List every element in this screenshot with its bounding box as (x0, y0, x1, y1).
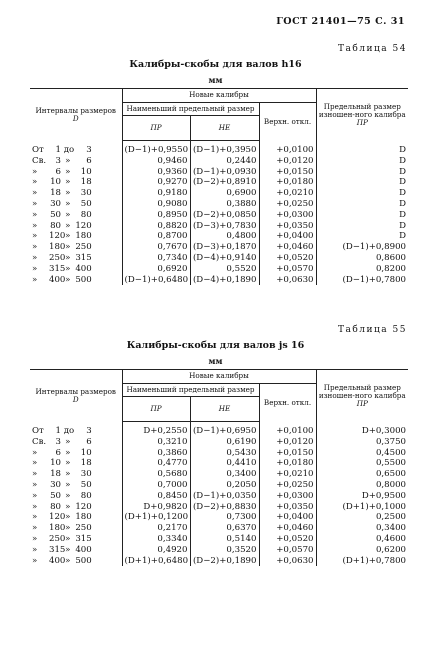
interval-to: 30 (80, 469, 92, 480)
table-55 (30, 369, 408, 566)
interval-prefix: » (32, 555, 38, 566)
col-pr-header: ПР (122, 397, 190, 422)
upper-deviation-cell: +0,0210 (259, 188, 316, 199)
ne-value-cell: (D−1)+0,0350 (190, 491, 259, 502)
worn-gauge-cell: 0,8600 (316, 253, 408, 264)
upper-deviation-cell: +0,0520 (259, 253, 316, 264)
interval-separator: » (65, 458, 71, 469)
table-row (30, 177, 408, 188)
table-row (30, 448, 408, 459)
interval-prefix: » (32, 252, 38, 263)
ne-value-cell: (D−4)+0,9140 (190, 253, 259, 264)
interval-to: 400 (75, 263, 92, 274)
interval-to: 50 (80, 479, 92, 490)
interval-cell (30, 188, 122, 199)
ne-value-cell: 0,3520 (190, 545, 259, 556)
interval-prefix: » (32, 512, 38, 523)
ne-value-cell: (D−2)+0,8910 (190, 177, 259, 188)
interval-from: 1 (55, 426, 61, 436)
col-new-gauges-header: Новые калибры (122, 89, 316, 103)
upper-deviation-cell: +0,0250 (259, 480, 316, 491)
pr-value-cell: 0,8700 (122, 231, 190, 242)
ne-value-cell: (D−2)+0,8830 (190, 502, 259, 513)
upper-deviation-cell: +0,0100 (259, 145, 316, 156)
interval-separator: » (65, 274, 71, 285)
interval-cell (30, 275, 122, 286)
pr-value-cell: 0,9460 (122, 156, 190, 167)
worn-gauge-cell: D+0,3000 (316, 426, 408, 437)
table-54-title: Калибры-скобы для валов h16 (129, 59, 302, 70)
col-intervals-header: Интервалы размеров D (30, 89, 122, 141)
col-intervals-header: Интервалы размеров D (30, 370, 122, 422)
interval-cell (30, 156, 122, 167)
table-row (30, 523, 408, 534)
col-upper-dev-header: Верхн. откл. (259, 384, 316, 422)
col-ne-header: НЕ (190, 116, 259, 141)
col-smallest-size-header: Наименьший предельный размер (122, 384, 259, 397)
col-smallest-size-header: Наименьший предельный размер (122, 103, 259, 116)
worn-gauge-cell: D (316, 177, 408, 188)
pr-value-cell: 0,9270 (122, 177, 190, 188)
col-new-gauges-header: Новые калибры (122, 370, 316, 384)
ne-value-cell: (D−1)+0,3950 (190, 145, 259, 156)
page-header: ГОСТ 21401—75 С. 31 (276, 16, 405, 27)
interval-separator: » (65, 166, 71, 177)
interval-prefix: » (32, 188, 38, 199)
worn-gauge-cell: (D+1)+0,1000 (316, 502, 408, 513)
ne-value-cell: (D−1)+0,0930 (190, 167, 259, 178)
interval-separator: » (65, 155, 71, 166)
table-row (30, 556, 408, 567)
pr-value-cell: D+0,9820 (122, 502, 190, 513)
interval-to: 315 (75, 533, 92, 544)
interval-cell (30, 502, 122, 513)
table-55-title: Калибры-скобы для валов js 16 (126, 340, 305, 351)
interval-cell (30, 556, 122, 567)
table-row (30, 502, 408, 513)
interval-to: 120 (75, 220, 92, 231)
interval-prefix: » (32, 490, 38, 501)
ne-value-cell: 0,3400 (190, 469, 259, 480)
worn-gauge-cell: D (316, 210, 408, 221)
interval-to: 30 (80, 188, 92, 199)
pr-value-cell: 0,7000 (122, 480, 190, 491)
interval-cell (30, 253, 122, 264)
interval-to: 6 (86, 155, 92, 166)
table-54-body (30, 141, 408, 286)
interval-separator: » (65, 220, 71, 231)
ne-value-cell: (D−4)+0,1890 (190, 275, 259, 286)
interval-to: 180 (75, 231, 92, 242)
interval-separator: » (65, 447, 71, 458)
table-row (30, 469, 408, 480)
interval-separator: » (65, 263, 71, 274)
interval-separator: » (65, 490, 71, 501)
table-row (30, 264, 408, 275)
interval-cell (30, 523, 122, 534)
interval-prefix: Св. (32, 155, 47, 166)
col-ne-header: НЕ (190, 397, 259, 422)
interval-to: 50 (80, 198, 92, 209)
interval-prefix: » (32, 263, 38, 274)
pr-value-cell: 0,3340 (122, 534, 190, 545)
pr-value-cell: (D+1)+0,1200 (122, 512, 190, 523)
table-row (30, 437, 408, 448)
col-upper-dev-header: Верхн. откл. (259, 103, 316, 141)
interval-to: 3 (86, 426, 92, 436)
worn-gauge-cell: D+0,9500 (316, 491, 408, 502)
ne-value-cell: 0,2050 (190, 480, 259, 491)
interval-prefix: » (32, 231, 38, 242)
interval-from: 18 (50, 469, 61, 480)
interval-to: 500 (75, 555, 92, 566)
upper-deviation-cell: +0,0570 (259, 264, 316, 275)
upper-deviation-cell: +0,0400 (259, 231, 316, 242)
upper-deviation-cell: +0,0180 (259, 177, 316, 188)
interval-to: 3 (86, 145, 92, 155)
table-row (30, 221, 408, 232)
pr-value-cell: 0,3210 (122, 437, 190, 448)
interval-from: 315 (49, 544, 66, 555)
interval-cell (30, 145, 122, 156)
col-worn-header: Предельный размер изношен-ного калибра ПР (316, 370, 408, 422)
pr-value-cell: 0,9080 (122, 199, 190, 210)
table-row (30, 512, 408, 523)
interval-prefix: » (32, 469, 38, 480)
interval-cell (30, 264, 122, 275)
interval-from: 10 (50, 177, 61, 188)
upper-deviation-cell: +0,0460 (259, 242, 316, 253)
interval-cell (30, 231, 122, 242)
upper-deviation-cell: +0,0460 (259, 523, 316, 534)
interval-to: 18 (80, 458, 92, 469)
pr-value-cell: 0,8450 (122, 491, 190, 502)
interval-cell (30, 199, 122, 210)
pr-value-cell: 0,4920 (122, 545, 190, 556)
interval-separator: » (65, 209, 71, 220)
interval-from: 80 (50, 220, 61, 231)
interval-to: 18 (80, 177, 92, 188)
interval-separator: » (65, 242, 71, 253)
worn-gauge-cell: 0,8000 (316, 480, 408, 491)
table-55-number: Таблица 55 (338, 325, 407, 335)
table-row (30, 545, 408, 556)
table-row (30, 253, 408, 264)
table-row (30, 145, 408, 156)
interval-to: 6 (86, 436, 92, 447)
interval-separator: » (65, 501, 71, 512)
interval-to: 120 (75, 501, 92, 512)
upper-deviation-cell: +0,0350 (259, 221, 316, 232)
interval-separator: » (65, 555, 71, 566)
interval-separator: » (65, 231, 71, 242)
interval-from: 180 (49, 523, 66, 534)
ne-value-cell: (D−2)+0,1890 (190, 556, 259, 567)
worn-gauge-cell: 0,4600 (316, 534, 408, 545)
interval-from: 80 (50, 501, 61, 512)
pr-value-cell: 0,3860 (122, 448, 190, 459)
pr-value-cell: (D−1)+0,6480 (122, 275, 190, 286)
interval-cell (30, 545, 122, 556)
interval-from: 10 (50, 458, 61, 469)
upper-deviation-cell: +0,0250 (259, 199, 316, 210)
worn-gauge-cell: (D+1)+0,7800 (316, 556, 408, 567)
pr-value-cell: (D−1)+0,9550 (122, 145, 190, 156)
worn-gauge-cell: 0,4500 (316, 448, 408, 459)
interval-separator: » (65, 252, 71, 263)
ne-value-cell: (D−2)+0,0850 (190, 210, 259, 221)
interval-from: 120 (49, 512, 66, 523)
interval-separator: » (65, 188, 71, 199)
table-54-unit: мм (208, 75, 223, 85)
ne-value-cell: 0,5520 (190, 264, 259, 275)
table-row (30, 156, 408, 167)
interval-prefix: » (32, 198, 38, 209)
ne-value-cell: 0,4410 (190, 458, 259, 469)
interval-to: 250 (75, 523, 92, 534)
col-worn-header: Предельный размер изношен-ного калибра ПР (316, 89, 408, 141)
interval-from: 6 (55, 166, 61, 177)
interval-to: 80 (80, 209, 92, 220)
ne-value-cell: (D−3)+0,1870 (190, 242, 259, 253)
worn-gauge-cell: 0,6500 (316, 469, 408, 480)
interval-from: 400 (49, 274, 66, 285)
worn-gauge-cell: 0,6200 (316, 545, 408, 556)
interval-prefix: » (32, 274, 38, 285)
table-row (30, 167, 408, 178)
worn-gauge-cell: 0,8200 (316, 264, 408, 275)
interval-separator: до (63, 426, 75, 436)
worn-gauge-cell: D (316, 167, 408, 178)
interval-to: 315 (75, 252, 92, 263)
upper-deviation-cell: +0,0120 (259, 156, 316, 167)
pr-value-cell: (D+1)+0,6480 (122, 556, 190, 567)
interval-cell (30, 512, 122, 523)
table-row (30, 491, 408, 502)
table-row (30, 210, 408, 221)
ne-value-cell: 0,6370 (190, 523, 259, 534)
worn-gauge-cell: D (316, 221, 408, 232)
pr-value-cell: D+0,2550 (122, 426, 190, 437)
ne-value-cell: 0,4800 (190, 231, 259, 242)
interval-separator: » (65, 469, 71, 480)
interval-from: 18 (50, 188, 61, 199)
interval-separator: » (65, 512, 71, 523)
interval-prefix: » (32, 166, 38, 177)
table-row (30, 426, 408, 437)
table-row (30, 242, 408, 253)
pr-value-cell: 0,4770 (122, 458, 190, 469)
upper-deviation-cell: +0,0520 (259, 534, 316, 545)
ne-value-cell: 0,3880 (190, 199, 259, 210)
upper-deviation-cell: +0,0630 (259, 556, 316, 567)
interval-prefix: Св. (32, 436, 47, 447)
table-row (30, 231, 408, 242)
interval-cell (30, 242, 122, 253)
worn-gauge-cell: 0,3400 (316, 523, 408, 534)
upper-deviation-cell: +0,0300 (259, 491, 316, 502)
interval-from: 400 (49, 555, 66, 566)
interval-cell (30, 210, 122, 221)
interval-to: 10 (80, 447, 92, 458)
ne-value-cell: 0,5430 (190, 448, 259, 459)
worn-gauge-cell: D (316, 156, 408, 167)
interval-cell (30, 458, 122, 469)
interval-to: 400 (75, 544, 92, 555)
interval-prefix: » (32, 458, 38, 469)
ne-value-cell: 0,6190 (190, 437, 259, 448)
upper-deviation-cell: +0,0350 (259, 502, 316, 513)
worn-gauge-cell: D (316, 145, 408, 156)
upper-deviation-cell: +0,0180 (259, 458, 316, 469)
interval-cell (30, 221, 122, 232)
interval-separator: до (63, 145, 75, 155)
table-row (30, 199, 408, 210)
upper-deviation-cell: +0,0150 (259, 448, 316, 459)
table-55-unit: мм (208, 356, 223, 366)
pr-value-cell: 0,2170 (122, 523, 190, 534)
pr-value-cell: 0,8950 (122, 210, 190, 221)
interval-prefix: » (32, 544, 38, 555)
interval-to: 180 (75, 512, 92, 523)
table-54-number: Таблица 54 (338, 44, 407, 54)
worn-gauge-cell: (D−1)+0,7800 (316, 275, 408, 286)
ne-value-cell: (D−3)+0,7830 (190, 221, 259, 232)
interval-to: 250 (75, 242, 92, 253)
interval-prefix: От (32, 145, 44, 155)
interval-prefix: » (32, 242, 38, 253)
pr-value-cell: 0,5680 (122, 469, 190, 480)
table-row (30, 458, 408, 469)
table-55-body (30, 422, 408, 567)
upper-deviation-cell: +0,0570 (259, 545, 316, 556)
upper-deviation-cell: +0,0400 (259, 512, 316, 523)
ne-value-cell: 0,6900 (190, 188, 259, 199)
ne-value-cell: 0,7300 (190, 512, 259, 523)
upper-deviation-cell: +0,0210 (259, 469, 316, 480)
worn-gauge-cell: (D−1)+0,8900 (316, 242, 408, 253)
interval-cell (30, 491, 122, 502)
worn-gauge-cell: 0,3750 (316, 437, 408, 448)
worn-gauge-cell: D (316, 231, 408, 242)
interval-cell (30, 448, 122, 459)
interval-cell (30, 469, 122, 480)
worn-gauge-cell: D (316, 199, 408, 210)
interval-prefix: » (32, 447, 38, 458)
col-pr-header: ПР (122, 116, 190, 141)
interval-separator: » (65, 177, 71, 188)
table-54 (30, 88, 408, 285)
ne-value-cell: 0,2440 (190, 156, 259, 167)
interval-to: 10 (80, 166, 92, 177)
interval-cell (30, 480, 122, 491)
worn-gauge-cell: 0,2500 (316, 512, 408, 523)
interval-from: 6 (55, 447, 61, 458)
interval-separator: » (65, 533, 71, 544)
interval-from: 315 (49, 263, 66, 274)
ne-value-cell: (D−1)+0,6950 (190, 426, 259, 437)
pr-value-cell: 0,7670 (122, 242, 190, 253)
interval-from: 30 (50, 198, 61, 209)
table-row (30, 188, 408, 199)
interval-cell (30, 167, 122, 178)
interval-prefix: » (32, 209, 38, 220)
worn-gauge-cell: 0,5500 (316, 458, 408, 469)
upper-deviation-cell: +0,0630 (259, 275, 316, 286)
interval-cell (30, 426, 122, 437)
interval-from: 30 (50, 479, 61, 490)
interval-prefix: » (32, 177, 38, 188)
interval-from: 250 (49, 533, 66, 544)
interval-from: 120 (49, 231, 66, 242)
interval-from: 50 (50, 490, 61, 501)
interval-to: 80 (80, 490, 92, 501)
pr-value-cell: 0,9360 (122, 167, 190, 178)
interval-from: 50 (50, 209, 61, 220)
interval-from: 3 (55, 155, 61, 166)
upper-deviation-cell: +0,0120 (259, 437, 316, 448)
table-row (30, 480, 408, 491)
interval-cell (30, 177, 122, 188)
pr-value-cell: 0,7340 (122, 253, 190, 264)
interval-prefix: » (32, 523, 38, 534)
interval-from: 180 (49, 242, 66, 253)
interval-separator: » (65, 479, 71, 490)
interval-separator: » (65, 523, 71, 534)
interval-separator: » (65, 436, 71, 447)
interval-to: 500 (75, 274, 92, 285)
pr-value-cell: 0,9180 (122, 188, 190, 199)
interval-from: 1 (55, 145, 61, 155)
interval-prefix: » (32, 533, 38, 544)
upper-deviation-cell: +0,0150 (259, 167, 316, 178)
table-row (30, 534, 408, 545)
pr-value-cell: 0,8820 (122, 221, 190, 232)
ne-value-cell: 0,5140 (190, 534, 259, 545)
interval-separator: » (65, 544, 71, 555)
pr-value-cell: 0,6920 (122, 264, 190, 275)
interval-prefix: От (32, 426, 44, 436)
table-row (30, 275, 408, 286)
upper-deviation-cell: +0,0300 (259, 210, 316, 221)
interval-cell (30, 534, 122, 545)
interval-prefix: » (32, 220, 38, 231)
interval-separator: » (65, 198, 71, 209)
upper-deviation-cell: +0,0100 (259, 426, 316, 437)
worn-gauge-cell: D (316, 188, 408, 199)
interval-prefix: » (32, 479, 38, 490)
interval-from: 3 (55, 436, 61, 447)
interval-from: 250 (49, 252, 66, 263)
interval-cell (30, 437, 122, 448)
interval-prefix: » (32, 501, 38, 512)
